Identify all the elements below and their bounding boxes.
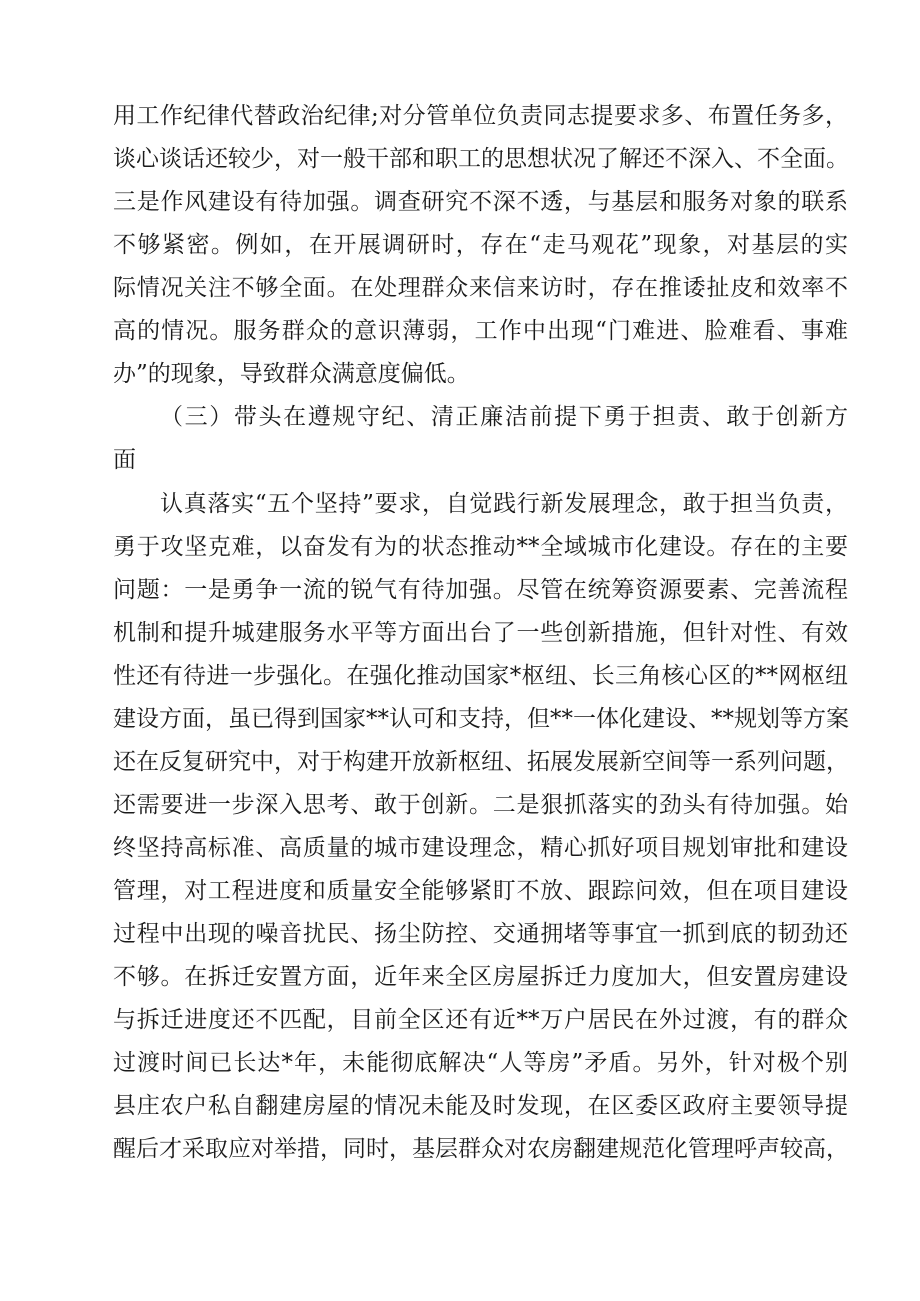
text-line: 县庄农户私自翻建房屋的情况未能及时发现，在区委区政府主要领导提: [113, 1093, 848, 1119]
text-line: 机制和提升城建服务水平等方面出台了一些创新措施，但针对性、有效: [113, 620, 848, 646]
text-line: 认真落实“五个坚持”要求，自觉践行新发展理念，敢于担当负责，: [160, 491, 848, 517]
text-line: 问题：一是勇争一流的锐气有待加强。尽管在统筹资源要素、完善流程: [113, 577, 848, 603]
text-line: 高的情况。服务群众的意识薄弱，工作中出现“门难进、脸难看、事难: [113, 318, 848, 344]
text-line: 过程中出现的噪音扰民、扬尘防控、交通拥堵等事宜一抓到底的韧劲还: [113, 921, 848, 947]
text-line: 不够。在拆迁安置方面，近年来全区房屋拆迁力度加大，但安置房建设: [113, 964, 848, 990]
text-line: 管理，对工程进度和质量安全能够紧盯不放、跟踪问效，但在项目建设: [113, 878, 848, 904]
section-heading: （三）带头在遵规守纪、清正廉洁前提下勇于担责、敢于创新方: [160, 404, 848, 430]
text-line: 性还有待进一步强化。在强化推动国家*枢纽、长三角核心区的**网枢纽: [113, 663, 848, 689]
text-line: 还需要进一步深入思考、敢于创新。二是狠抓落实的劲头有待加强。始: [113, 792, 848, 818]
text-line: 醒后才采取应对举措，同时，基层群众对农房翻建规范化管理呼声较高，: [113, 1136, 849, 1162]
text-line: 与拆迁进度还不匹配，目前全区还有近**万户居民在外过渡，有的群众: [113, 1007, 848, 1033]
text-line: 谈心谈话还较少，对一般干部和职工的思想状况了解还不深入、不全面。: [113, 146, 849, 172]
section-heading-continued: 面: [113, 447, 136, 473]
text-line: 勇于攻坚克难，以奋发有为的状态推动**全域城市化建设。存在的主要: [113, 534, 848, 560]
text-line: 用工作纪律代替政治纪律;对分管单位负责同志提要求多、布置任务多，: [113, 103, 848, 129]
text-line: 过渡时间已长达*年，未能彻底解决“人等房”矛盾。另外，针对极个别: [113, 1050, 848, 1076]
text-line: 办”的现象，导致群众满意度偏低。: [113, 361, 470, 387]
text-line: 还在反复研究中，对于构建开放新枢纽、拓展发展新空间等一系列问题，: [113, 749, 849, 775]
text-line: 不够紧密。例如，在开展调研时，存在“走马观花”现象，对基层的实: [113, 232, 848, 258]
text-line: 建设方面，虽已得到国家**认可和支持，但**一体化建设、**规划等方案: [113, 706, 849, 732]
text-line: 际情况关注不够全面。在处理群众来信来访时，存在推诿扯皮和效率不: [113, 275, 848, 301]
text-line: 终坚持高标准、高质量的城市建设理念，精心抓好项目规划审批和建设: [113, 835, 848, 861]
text-line: 三是作风建设有待加强。调查研究不深不透，与基层和服务对象的联系: [113, 189, 848, 215]
